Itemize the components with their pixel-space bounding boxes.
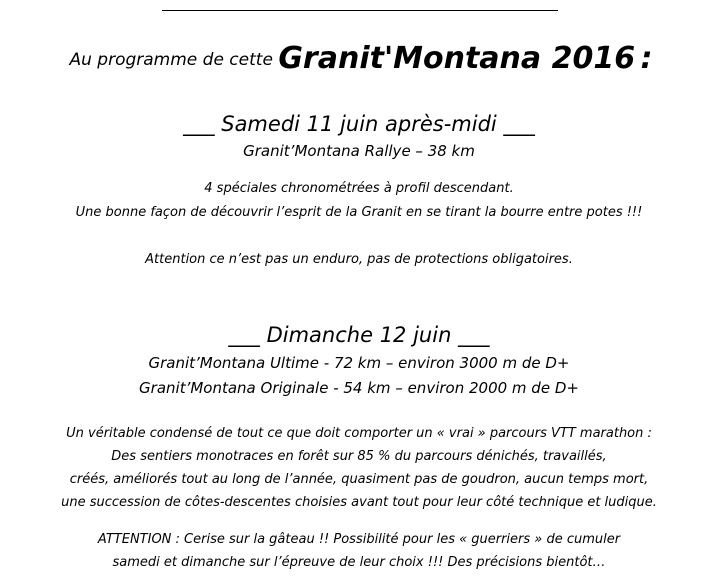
sunday-desc-line: une succession de côtes-descentes choisies avant tout pour leur côté technique et ludique. [61, 495, 657, 510]
sunday-heading: ___ Dimanche 12 juin ___ [228, 323, 490, 347]
attention-line: ATTENTION : Cerise sur la gâteau !! Possibilité pour les « guerriers » de cumuler [97, 532, 621, 547]
top-divider [162, 10, 558, 11]
saturday-desc-line: Une bonne façon de découvrir l’esprit de la Granit en se tirant la bourre entre potes !!! [75, 205, 643, 220]
attention-line: samedi et dimanche sur l’épreuve de leur choix !!! Des précisions bientôt… [112, 555, 606, 570]
event-name: Granit'Montana 2016 [278, 41, 636, 76]
saturday-warning: Attention ce n’est pas un enduro, pas de protections obligatoires. [145, 252, 573, 267]
sunday-desc-line: Un véritable condensé de tout ce que doit comporter un « vrai » parcours VTT marathon : [66, 426, 652, 441]
saturday-heading: ___ Samedi 11 juin après-midi ___ [183, 112, 535, 136]
sunday-desc-line: Des sentiers monotraces en forêt sur 85 % du parcours dénichés, travaillés, [111, 449, 607, 464]
sunday-race-ultime: Granit’Montana Ultime - 72 km – environ 3000 m de D+ [148, 354, 570, 372]
saturday-desc-line: 4 spéciales chronométrées à profil descendant. [204, 181, 514, 196]
sunday-race-originale: Granit’Montana Originale - 54 km – environ 2000 m de D+ [139, 379, 579, 397]
heading-colon: : [640, 41, 653, 76]
program-heading [2, 41, 718, 76]
program-intro: Au programme de cette [69, 50, 273, 70]
sunday-desc-line: créés, améliorés tout au long de l’année, quasiment pas de goudron, aucun temps mort, [69, 472, 649, 487]
saturday-race: Granit’Montana Rallye – 38 km [243, 142, 475, 160]
